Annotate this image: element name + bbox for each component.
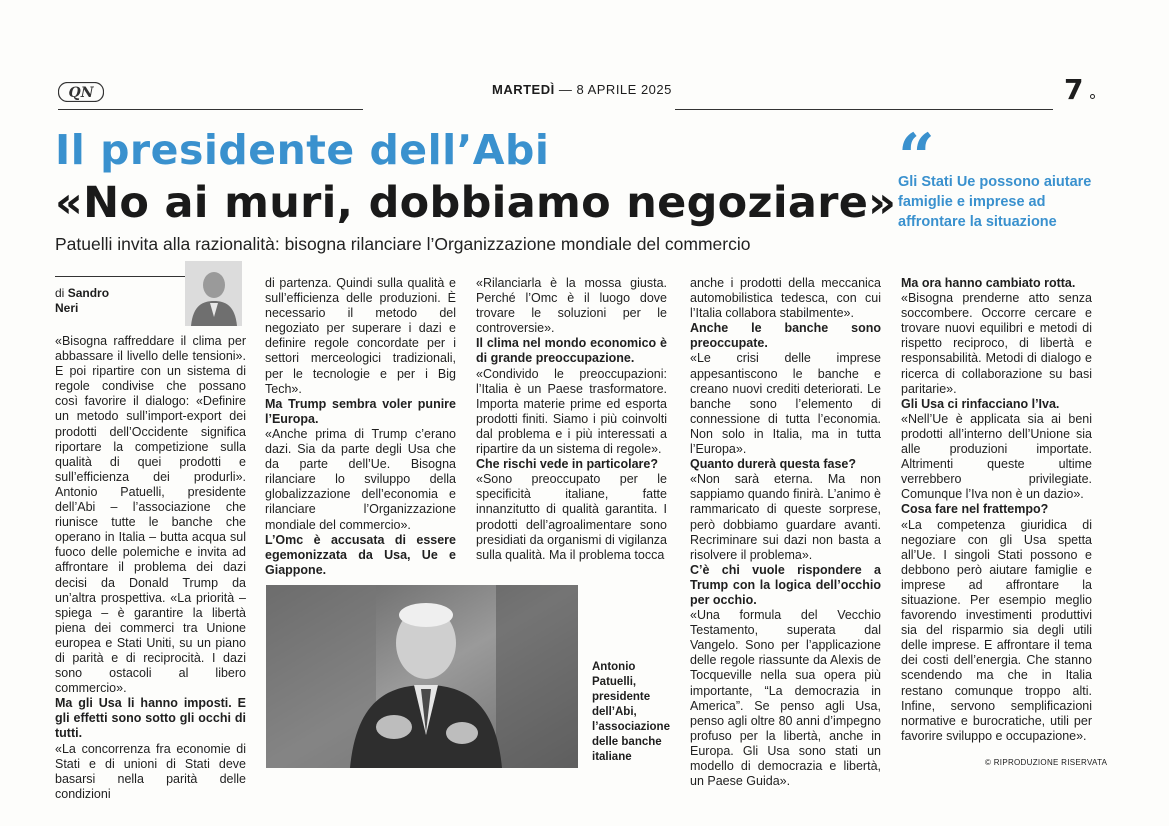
- paragraph: «Condivido le preoccupazioni: l’Italia è un Paese trasformatore. Importa materie prime ed esporta prodotti finiti. Siamo i più coinvolti dal problema e i più interessati a ripartire da un sistema di regole».: [476, 366, 667, 457]
- paragraph: «Sono preoccupato per le specificità italiane, fatte innanzitutto di qualità garantita. I prodotti dell’agroalimentare sono presidiati da organismi di vigilanza sulla qualità. Ma il problema tocca: [476, 472, 667, 562]
- interview-question: C’è chi vuole rispondere a Trump con la logica dell’occhio per occhio.: [690, 562, 881, 607]
- pull-quote: Gli Stati Ue possono aiutare famiglie e imprese ad affrontare la situazione: [898, 174, 1092, 230]
- page-number: 7: [1064, 73, 1084, 106]
- article-headline: «No ai muri, dobbiamo negoziare»: [55, 178, 897, 228]
- copyright-notice: © RIPRODUZIONE RISERVATA: [985, 758, 1108, 767]
- interview-question: Ma ora hanno cambiato rotta.: [901, 276, 1076, 290]
- article-column-5: [901, 276, 1092, 744]
- interview-question: Anche le banche sono preoccupate.: [690, 321, 881, 351]
- paragraph: «Le crisi delle imprese appesantiscono le banche e creano nuovi crediti deteriorati. Le banche sono l’elemento di connessione di tutta l’economia. Non solo in Italia, ma in tutta l’Europa».: [690, 351, 881, 457]
- article-photo: [266, 585, 578, 768]
- byline-rule: [55, 276, 185, 277]
- paragraph: «Rilanciarla è la mossa giusta. Perché l’Omc è il luogo dove trovare le soluzioni per le controversie».: [476, 276, 667, 336]
- interview-question: Il clima nel mondo economico è di grande preoccupazione.: [476, 336, 667, 366]
- quote-marks-icon: “: [898, 120, 935, 195]
- paragraph: di partenza. Quindi sulla qualità e sull’efficienza delle produzioni. È necessario il metodo del negoziato per superare i dazi e definire regole concordate per i settori merceologici tradizionali, per le tecnologie e per i Big Tech».: [265, 276, 456, 396]
- article-column-2: [265, 276, 456, 578]
- author-photo: [185, 261, 242, 326]
- page-number-dot: [1090, 94, 1095, 99]
- byline-line-1: [55, 286, 109, 300]
- photo-caption: Antonio Patuelli, presidente dell’Abi, l’associazione delle banche italiane: [592, 661, 670, 763]
- paragraph: «Una formula del Vecchio Testamento, superata dal Vangelo. Sono per l’applicazione delle regole riassunte da Alexis de Tocqueville nella sua opera più importante, “La democrazia in America”. Se penso agli Usa, penso agli oltre 80 anni d’impegno profuso per la libertà, anche in Europa. Gli Usa sono stati un modello di democrazia e libertà, un Paese Guida».: [690, 608, 881, 789]
- paragraph: «Non sarà eterna. Ma non sappiamo quando finirà. L’animo è rammaricato di queste sorprese, però dobbiamo guardare avanti. Recriminare sui dazi non basta a risolvere il problema».: [690, 472, 881, 562]
- paragraph: «La competenza giuridica di negoziare con gli Usa spetta all’Ue. I singoli Stati possono e debbono però aiutare famiglie e imprese ad affrontare la situazione. Per esempio meglio favorendo investimenti produttivi sia del risparmio sia degli utili delle imprese. E affrontare il tema dei costi dell’energia. Che stanno scendendo ma che in Italia restano comunque troppo alti. Infine, servono semplificazioni normative e burocratiche, utili per favorire sviluppo e occupazione».: [901, 517, 1092, 743]
- interview-question: Cosa fare nel frattempo?: [901, 502, 1049, 517]
- masthead-rule-left: [58, 109, 363, 110]
- dateline-dash: —: [558, 82, 573, 97]
- article-column-3: [476, 276, 667, 563]
- dateline-day: MARTEDÌ: [492, 82, 555, 97]
- byline: [55, 286, 109, 316]
- author-first-name: Sandro: [67, 286, 110, 300]
- paragraph: «Anche prima di Trump c’erano dazi. Sia da parte degli Usa che da parte dell’Ue. Bisogna rilanciare lo sviluppo della globalizzazione dell’economia e rilanciare l’Organizzazione mondiale del commercio».: [265, 426, 456, 532]
- dateline-date: 8 APRILE 2025: [576, 82, 672, 97]
- dateline: [492, 82, 672, 97]
- article-column-4: [690, 276, 881, 789]
- interview-question: Che rischi vede in particolare?: [476, 457, 659, 472]
- newspaper-logo-text: QN: [68, 85, 94, 101]
- paragraph: «La concorrenza fra economie di Stati e di unioni di Stati deve basarsi nella parità delle condizioni: [55, 741, 246, 801]
- interview-question: L’Omc è accusata di essere egemonizzata da Usa, Ue e Giappone.: [265, 532, 456, 577]
- interview-question: Gli Usa ci rinfacciano l’Iva.: [901, 396, 1060, 411]
- article-subheadline: Patuelli invita alla razionalità: bisogna rilanciare l’Organizzazione mondiale del commercio: [55, 234, 751, 254]
- author-last-name: Neri: [55, 301, 79, 315]
- paragraph: anche i prodotti della meccanica automobilistica tedesca, con cui l’Italia collabora stabilmente».: [690, 276, 881, 321]
- article-column-1: [55, 334, 246, 802]
- byline-prefix: di: [55, 286, 65, 300]
- paragraph: «Nell’Ue è applicata sia ai beni prodotti all’interno dell’Unione sia alle produzioni importate. Altrimenti queste ultime verrebbero privilegiate. Comunque l’Iva non è un dazio».: [901, 411, 1092, 502]
- interview-question: Ma Trump sembra voler punire l’Europa.: [265, 396, 456, 426]
- paragraph: «Bisogna raffreddare il clima per abbassare il livello delle tensioni». E poi ripartire con un sistema di regole condivise che possano così favorire il dialogo: «Definire un metodo sull’import-export dei prodotti dell’Occidente significa riportare la competizione sulla qualità di quei prodotti e sull’efficienza dei produrli». Antonio Patuelli, presidente dell’Abi – l’associazione che riunisce tutte le banche che operano in Italia – butta acqua sul fuoco delle polemiche e invita ad affrontare il problema dei dazi decisi da Donald Trump da un’altra prospettiva. «La priorità – spiega – è garantire la libertà piena dei commerci tra Unione europea e Stati Uniti, su un piano di parità e di reciprocità. I dazi sono ostacoli al libero commercio».: [55, 334, 246, 696]
- article-kicker: Il presidente dell’Abi: [55, 126, 550, 174]
- masthead-rule-right: [675, 109, 1053, 110]
- newspaper-logo: [58, 82, 104, 102]
- interview-question: Quanto durerà questa fase?: [690, 457, 857, 472]
- interview-question: Ma gli Usa li hanno imposti. E gli effetti sono sotto gli occhi di tutti.: [55, 696, 246, 741]
- paragraph: «Bisogna prenderne atto senza soccombere. Occorre cercare e trovare nuovi equilibri e metodi di rispetto reciproco, di libertà e responsabilità. Metodi di dialogo e ricerca di collaborazione su basi paritarie».: [901, 291, 1092, 396]
